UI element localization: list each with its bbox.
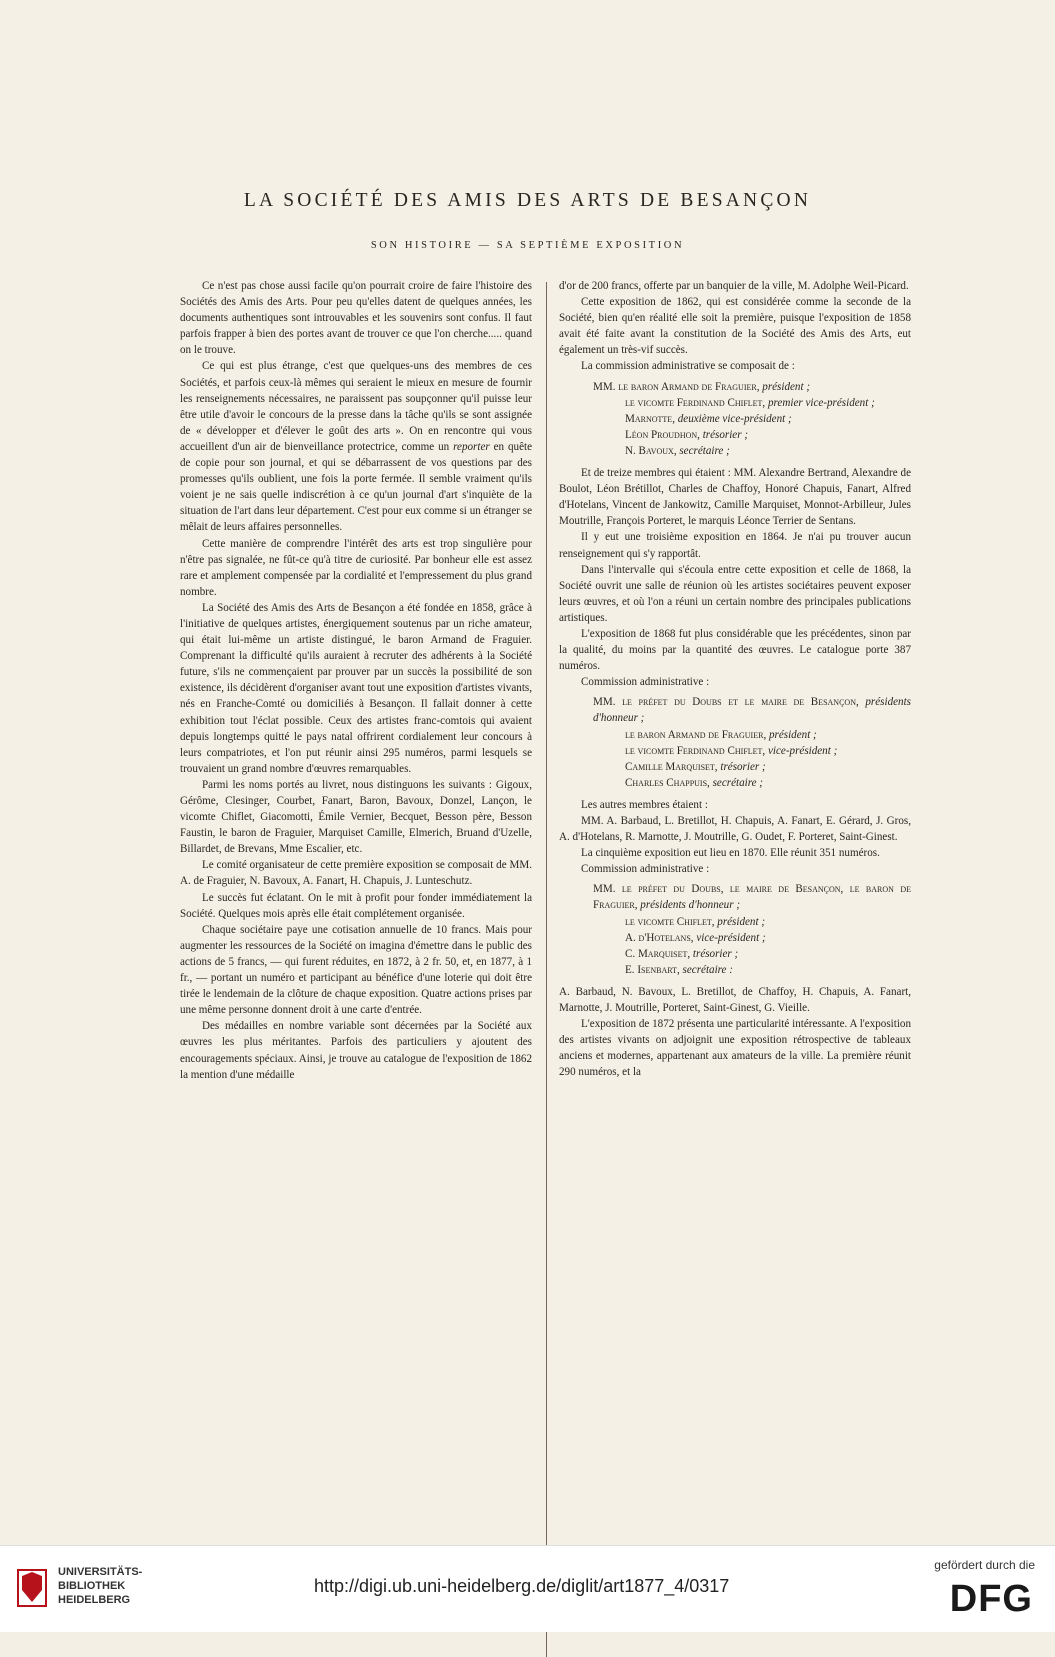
commission-list-1 xyxy=(559,379,911,459)
heidelberg-university-logo-icon xyxy=(16,1568,48,1608)
paragraph: Dans l'intervalle qui s'écoula entre cette exposition et celle de 1868, la Société ouvrit une salle de réunion où les artistes sociétaires peuvent exposer leurs œuvres, et où l'on a réuni un certain nombre des principales publications artistiques. xyxy=(559,563,911,624)
paragraph: Parmi les noms portés au livret, nous distinguons les suivants : Gigoux, Gérôme, Clesinger, Courbet, Fanart, Baron, Bavoux, Donzel, Lançon, le vicomte Chiflet, Giacomotti, Émile Vernier, Becquet, Besson père, Besson Faustin, le baron de Fraguier, Marquiset Camille, Elmerich, Bruand d'Uzelle, Billardet, de Brevans, Mme Escalier, etc. xyxy=(180,778,532,856)
commission-member: le vicomte Chiflet, président ; xyxy=(625,915,766,928)
paragraph: MM. A. Barbaud, L. Bretillot, H. Chapuis, A. Fanart, E. Gérard, J. Gros, A. d'Hotelans, R. Marnotte, J. Moutrille, G. Oudet, F. Porteret, Saint-Ginest. xyxy=(559,815,911,844)
paragraph: Il y eut une troisième exposition en 1864. Je n'ai pu trouver aucun renseignement qui s'y rapportât. xyxy=(559,531,911,560)
commission-member: le vicomte Ferdinand Chiflet, premier vice-président ; xyxy=(625,396,875,409)
funding-label: gefördert durch die xyxy=(934,1558,1035,1572)
paragraph: Des médailles en nombre variable sont décernées par la Société aux œuvres les plus méritantes. Parfois des particuliers y ajoutent des encouragements spéciaux. Ainsi, je trouve au catalogue de l'exposition de 1862 la mention d'une médaille xyxy=(180,1020,532,1081)
commission-member: MM. le préfet du Doubs et le maire de Besançon, présidents d'honneur ; xyxy=(593,696,911,725)
paragraph: Commission administrative : xyxy=(581,863,710,876)
paragraph: Ce qui est plus étrange, c'est que quelques-uns des membres de ces Sociétés, et parfois ceux-là mêmes qui seraient le mieux en mesure de fournir les renseignements nécessaires, ne paraissent pas soupçonner qu'il puisse leur être utile d'avoir le concours de la presse dans la tâche qu'ils se sont assignée de « développer et d'élever le goût des arts ». On en rencontre qui vous accueillent d'un air de bienveillance protectrice, comme un reporter en quête de copie pour son journal, et qui se débarrassent de vos questions par des promesses qu'ils oublient, une fois la porte fermée. Il semble vraiment qu'ils voient je ne sais quelle indiscrétion à ce qu'un journal d'art s'inquiète de la situation de l'art dans leur département. C'est pour eux comme si un étranger se mêlait de leurs affaires personnelles. xyxy=(180,360,532,534)
viewer-footer xyxy=(0,1545,1055,1632)
commission-member: E. Isenbart, secrétaire : xyxy=(625,963,733,976)
commission-member: le baron Armand de Fraguier, président ; xyxy=(625,728,817,741)
commission-member: Léon Proudhon, trésorier ; xyxy=(625,428,749,441)
permalink-url[interactable]: http://digi.ub.uni-heidelberg.de/diglit/art1877_4/0317 xyxy=(314,1576,730,1596)
commission-list-3 xyxy=(559,881,911,978)
commission-member: Camille Marquiset, trésorier ; xyxy=(625,760,766,773)
paragraph: L'exposition de 1872 présenta une particularité intéressante. A l'exposition des artistes vivants on adjoignit une exposition rétrospective de tableaux anciens et modernes, appartenant aux amateurs de la ville. La première réunit 290 numéros, et la xyxy=(559,1018,911,1079)
article-title: LA SOCIÉTÉ DES AMIS DES ARTS DE BESANÇON xyxy=(243,190,812,211)
paragraph: Le comité organisateur de cette première exposition se composait de MM. A. de Fraguier, N. Bavoux, A. Fanart, H. Chapuis, J. Lunteschutz. xyxy=(180,859,532,888)
commission-member: MM. le préfet du Doubs, le maire de Besançon, le baron de Fraguier, présidents d'honneur ; xyxy=(593,883,911,912)
paragraph: d'or de 200 francs, offerte par un banquier de la ville, M. Adolphe Weil-Picard. xyxy=(559,280,909,292)
paragraph: Chaque sociétaire paye une cotisation annuelle de 10 francs. Mais pour augmenter les ressources de la Société on imagina d'émettre dans le public des actions de 5 francs, — qui furent réduites, en 1872, à 2 fr. 50, et, en 1877, à 1 fr., — portant un numéro et participant au bénéfice d'une loterie qui doit être tirée le lendemain de la clôture de chaque exposition. Quatre actions prises par une même personne donnent droit à une carte d'entrée. xyxy=(180,923,532,1017)
commission-member: N. Bavoux, secrétaire ; xyxy=(625,444,730,457)
dfg-logo: DFG xyxy=(949,1578,1033,1620)
paragraph: Le succès fut éclatant. On le mit à profit pour fonder immédiatement la Société. Quelques mois après elle était complétement organisée. xyxy=(180,891,532,920)
commission-list-2 xyxy=(559,694,911,791)
paragraph: Cette manière de comprendre l'intérêt des arts est trop singulière pour n'être pas signalée, ne fût-ce qu'à titre de curiosité. Par bonheur elle est assez rare et amplement compensée par la cordialité et l'empressement du plus grand nombre. xyxy=(180,537,532,598)
paragraph: L'exposition de 1868 fut plus considérable que les précédentes, sinon par la qualité, du moins par la quantité des œuvres. Le catalogue porte 387 numéros. xyxy=(559,627,911,673)
paragraph: La commission administrative se composait de : xyxy=(581,360,795,373)
institution-name: UNIVERSITÄTS- BIBLIOTHEK HEIDELBERG xyxy=(58,1566,143,1606)
paragraph: La Société des Amis des Arts de Besançon a été fondée en 1858, grâce à l'initiative de quelques artistes, énergiquement soutenus par un riche amateur, qui était lui-même un artiste distingué, le baron Armand de Fraguier. Comprenant la difficulté qu'ils auraient à recruter des adhérents à la Société future, s'ils ne commençaient par prouver par un succès la possibilité de son existence, ils décidèrent d'organiser avant tout une exposition d'artistes vivants, nés en Franche-Comté ou domiciliés à Besançon. Il fallait donner à cette exhibition tout l'éclat possible. Ceux des artistes franc-comtois qui avaient depuis longtemps quitté le pays natal offrirent cordialement leur concours à leurs compatriotes, et l'on put réunir ainsi 295 numéros, parmi lesquels se trouvaient un grand nombre d'œuvres remarquables. xyxy=(180,601,532,775)
commission-member: le vicomte Ferdinand Chiflet, vice-président ; xyxy=(625,744,838,757)
paragraph: A. Barbaud, N. Bavoux, L. Bretillot, de Chaffoy, H. Chapuis, A. Fanart, Marnotte, J. Moutrille, Porteret, Saint-Ginest, G. Vieille. xyxy=(559,985,911,1015)
commission-member: Marnotte, deuxième vice-président ; xyxy=(625,412,792,425)
right-column xyxy=(559,278,911,1081)
commission-member: A. d'Hotelans, vice-président ; xyxy=(625,931,766,944)
commission-member: MM. le baron Armand de Fraguier, président ; xyxy=(593,380,811,393)
paragraph: Les autres membres étaient : xyxy=(581,798,708,811)
paragraph: Et de treize membres qui étaient : MM. Alexandre Bertrand, Alexandre de Boulot, Léon Brétillot, Charles de Chaffoy, Honoré Chapuis, Fanart, Alfred d'Hotelans, Vincent de Jankowitz, Camille Marquiset, Monnot-Arbilleur, Jules Moutrille, François Porteret, le marquis Léonce Terrier de Sentans. xyxy=(559,467,911,528)
paragraph: La cinquième exposition eut lieu en 1870. Elle réunit 351 numéros. xyxy=(581,847,880,860)
paragraph: Commission administrative : xyxy=(581,676,710,689)
commission-member: C. Marquiset, trésorier ; xyxy=(625,947,739,960)
paragraph: Cette exposition de 1862, qui est considérée comme la seconde de la Société, bien qu'en réalité elle soit la première, puisque l'exposition de 1858 avait été faite avant la constitution de la Société des Amis des Arts, eut également un très-vif succès. xyxy=(559,296,911,357)
left-column xyxy=(180,278,532,1083)
paragraph: Ce n'est pas chose aussi facile qu'on pourrait croire de faire l'histoire des Sociétés des Amis des Arts. Pour peu qu'elles datent de quelques années, les documents authentiques sont introuvables et les souvenirs sont confus. Il faut parfois frapper à bien des portes avant de trouver ce que l'on cherche..... quand on le trouve. xyxy=(180,280,532,357)
column-rule xyxy=(546,282,547,1657)
article-subtitle: SON HISTOIRE — SA SEPTIÈME EXPOSITION xyxy=(370,240,685,251)
commission-member: Charles Chappuis, secrétaire ; xyxy=(625,776,764,789)
